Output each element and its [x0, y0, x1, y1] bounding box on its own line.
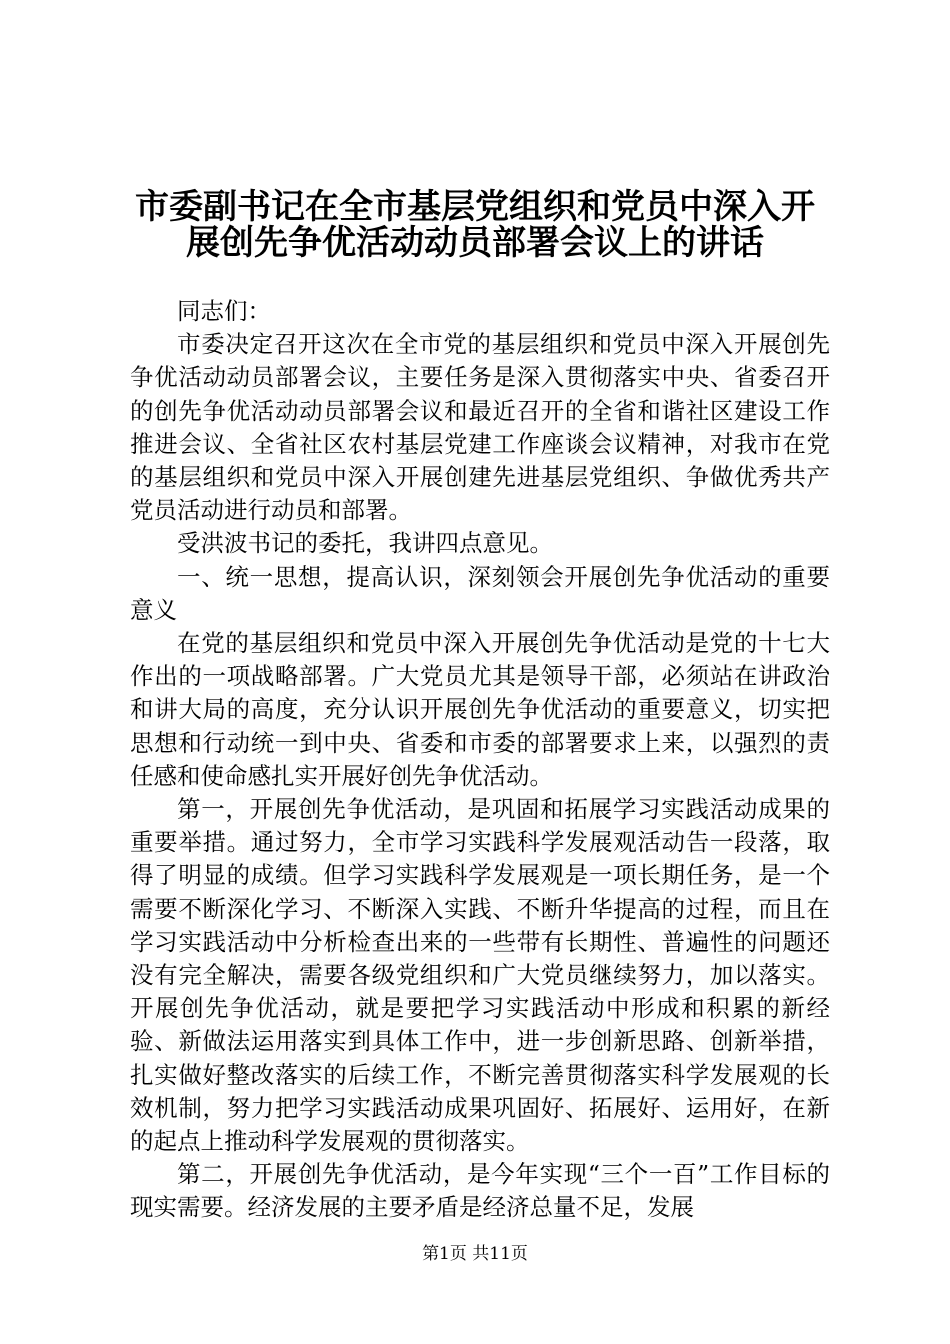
document-title-line-1: 市委副书记在全市基层党组织和党员中深入开 — [135, 187, 815, 227]
page-number-footer: 第1页 共11页 — [422, 1244, 528, 1264]
document-body — [130, 295, 830, 1225]
paragraph: 受洪波书记的委托，我讲四点意见。 — [177, 529, 553, 558]
salutation: 同志们： — [177, 297, 271, 325]
paragraph: 在党的基层组织和党员中深入开展创先争优活动是党的十七大作出的一项战略部署。广大党员尤其是领导干部，必须站在讲政治和讲大局的高度，充分认识开展创先争优活动的重要意义，切实把思想和行动统一到中央、省委和市委的部署要求上来，以强烈的责任感和使命感扎实开展好创先争优活动。 — [130, 629, 830, 790]
paragraph: 第一，开展创先争优活动，是巩固和拓展学习实践活动成果的重要举措。通过努力，全市学习实践科学发展观活动告一段落，取得了明显的成绩。但学习实践科学发展观是一项长期任务，是一个需要不断深化学习、不断深入实践、不断升华提高的过程，而且在学习实践活动中分析检查出来的一些带有长期性、普遍性的问题还没有完全解决，需要各级党组织和广大党员继续努力，加以落实。开展创先争优活动，就是要把学习实践活动中形成和积累的新经验、新做法运用落实到具体工作中，进一步创新思路、创新举措，扎实做好整改落实的后续工作，不断完善贯彻落实科学发展观的长效机制，努力把学习实践活动成果巩固好、拓展好、运用好，在新的起点上推动科学发展观的贯彻落实。 — [130, 795, 830, 1156]
document-title-line-2: 展创先争优活动动员部署会议上的讲话 — [186, 223, 764, 263]
section-heading: 一、统一思想，提高认识，深刻领会开展创先争优活动的重要意义 — [130, 562, 830, 624]
paragraph: 市委决定召开这次在全市党的基层组织和党员中深入开展创先争优活动动员部署会议，主要任务是深入贯彻落实中央、省委召开的创先争优活动动员部署会议和最近召开的全省和谐社区建设工作推进会议、全省社区农村基层党建工作座谈会议精神，对我市在党的基层组织和党员中深入开展创建先进基层党组织、争做优秀共产党员活动进行动员和部署。 — [130, 330, 830, 525]
paragraph: 第二，开展创先争优活动，是今年实现“三个一百”工作目标的现实需要。经济发展的主要矛盾是经济总量不足，发展 — [130, 1160, 830, 1222]
